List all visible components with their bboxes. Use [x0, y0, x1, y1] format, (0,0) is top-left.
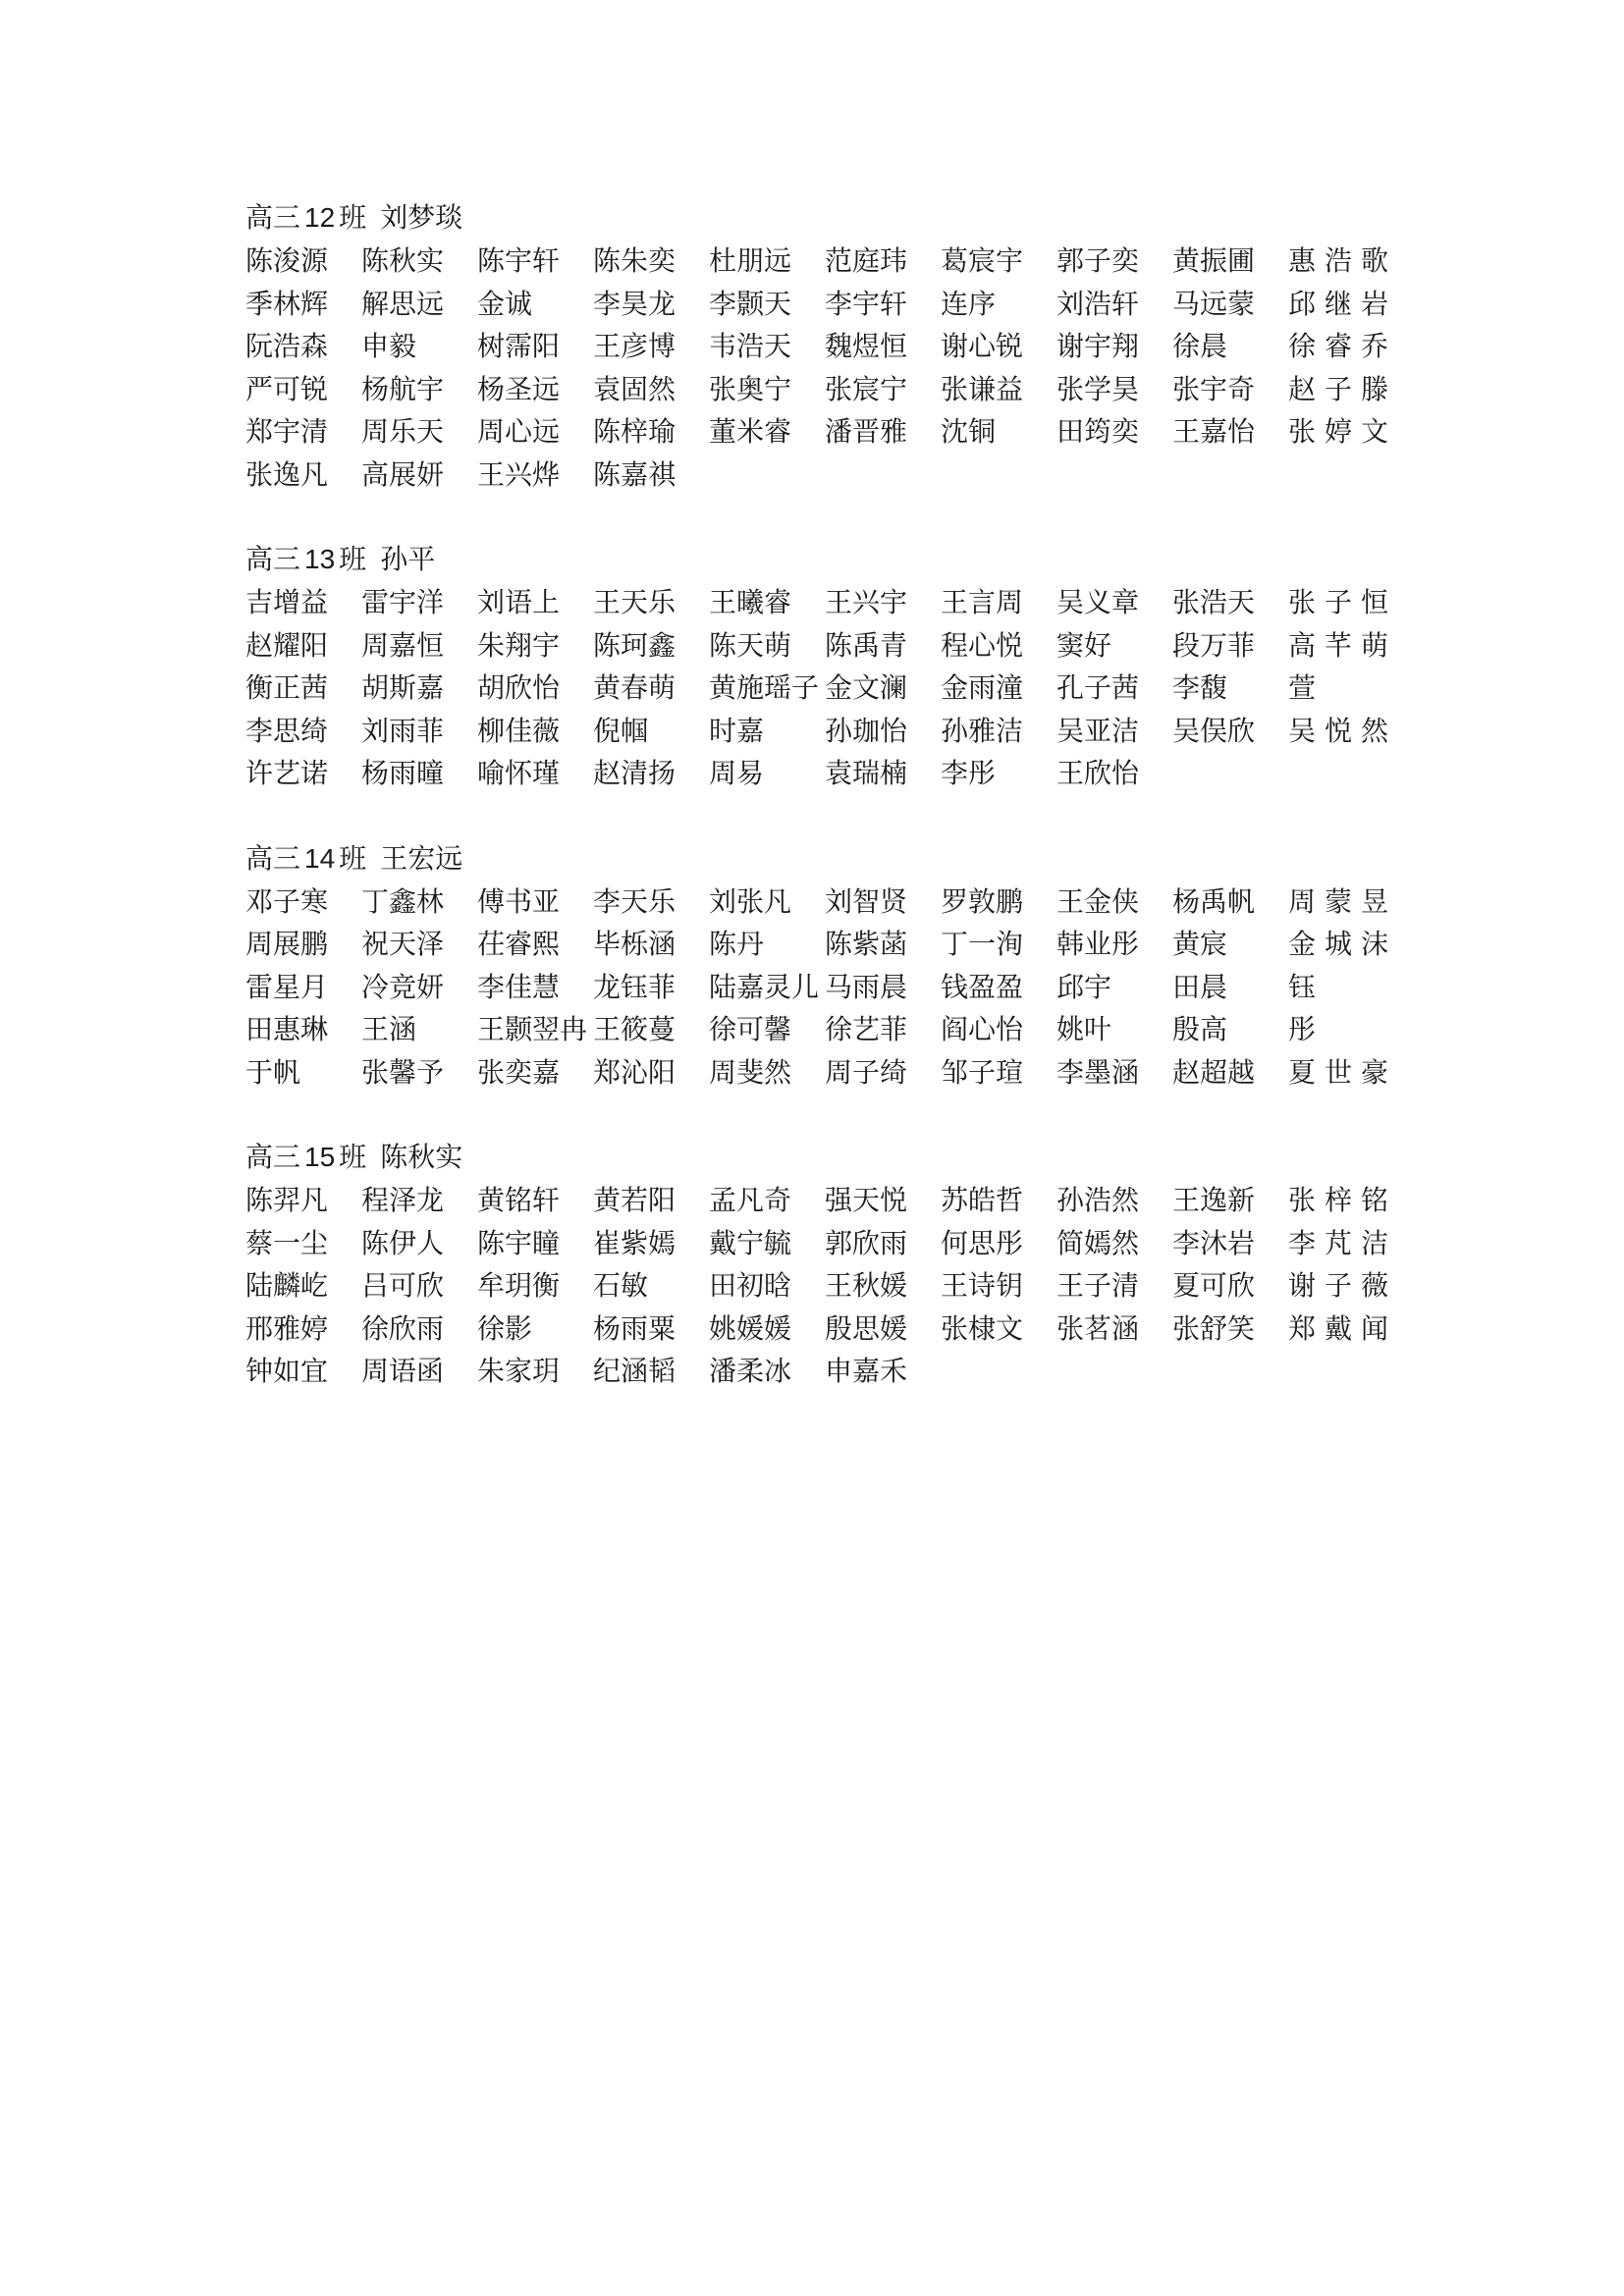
- student-name: 周嘉恒: [361, 628, 445, 662]
- student-name: 刘张凡: [709, 884, 792, 918]
- student-name: 陈禹青: [825, 628, 908, 662]
- student-name: 刘雨菲: [361, 714, 445, 747]
- student-name: 邹子瑄: [941, 1055, 1024, 1089]
- student-name: 周乐天: [361, 415, 445, 448]
- student-name: 陈伊人: [361, 1226, 445, 1259]
- student-name: 王涵: [361, 1013, 417, 1045]
- student-name: 张学昊: [1056, 372, 1140, 405]
- student-name: 崔紫嫣: [593, 1226, 677, 1259]
- class-number: 14: [304, 842, 336, 874]
- student-name: 陈紫菡: [825, 928, 908, 960]
- student-name: 周子绮: [825, 1055, 908, 1089]
- student-name: 郑戴闻: [1288, 1311, 1398, 1345]
- student-name: 周心远: [477, 415, 561, 448]
- student-name: 高展妍: [361, 457, 445, 491]
- student-name: 姚叶: [1056, 1013, 1112, 1045]
- student-name: 李芃洁: [1288, 1226, 1398, 1259]
- student-name: 柳佳薇: [477, 714, 561, 747]
- student-name: 罗敦鹏: [941, 884, 1024, 918]
- class-grade: 高三: [245, 543, 301, 575]
- student-name: 孔子茜: [1056, 671, 1140, 704]
- student-name: 吉增益: [245, 586, 329, 618]
- student-name: 陈珂鑫: [593, 628, 677, 662]
- student-name: 沈铜: [941, 415, 997, 448]
- student-name: 申毅: [361, 330, 417, 362]
- student-name: 戴宁毓: [709, 1226, 792, 1259]
- student-name: 王兴宇: [825, 586, 908, 618]
- student-name: 张奥宁: [709, 372, 792, 405]
- student-name: 茌睿熙: [477, 928, 561, 960]
- student-name: 赵子滕: [1288, 372, 1398, 405]
- student-name: 胡欣怡: [477, 671, 561, 704]
- student-name: 葛宸宇: [941, 244, 1024, 277]
- student-name: 金文澜: [825, 671, 908, 704]
- student-name: 黄施瑶子: [709, 671, 820, 704]
- student-name: 殷思媛: [825, 1311, 908, 1345]
- student-name: 田惠琳: [245, 1013, 329, 1045]
- student-name: 田初晗: [709, 1269, 792, 1302]
- student-name: 段万菲: [1172, 628, 1256, 662]
- student-name: 解思远: [361, 287, 445, 320]
- student-name: 田晨: [1172, 970, 1228, 1003]
- student-name: 吕可欣: [361, 1269, 445, 1302]
- student-name: 傅书亚: [477, 884, 561, 918]
- student-name: 夏世豪: [1288, 1055, 1398, 1089]
- student-name: 张茗涵: [1056, 1311, 1140, 1345]
- class-block: [245, 837, 1398, 1095]
- student-name: 孙珈怡: [825, 714, 908, 747]
- student-name: 蔡一尘: [245, 1226, 329, 1259]
- student-name: 喻怀瑾: [477, 757, 561, 789]
- student-name-list: [245, 1179, 1398, 1393]
- student-name: 张谦益: [941, 372, 1024, 405]
- student-name: 谢心锐: [941, 330, 1024, 362]
- student-name: 姚媛媛: [709, 1311, 792, 1345]
- student-name: 郭子奕: [1056, 244, 1140, 277]
- student-name: 牟玥衡: [477, 1269, 561, 1302]
- student-name: 周语函: [361, 1355, 445, 1387]
- student-name: 王欣怡: [1056, 757, 1140, 789]
- student-name: 李昊龙: [593, 287, 677, 320]
- student-name-list: [245, 240, 1398, 496]
- student-name: 衡正茜: [245, 671, 329, 704]
- student-name: 赵清扬: [593, 757, 677, 789]
- student-name: 田筠奕: [1056, 415, 1140, 448]
- student-name: 陆麟屹: [245, 1269, 329, 1302]
- class-teacher: 刘梦琰: [380, 201, 463, 234]
- student-name: 黄宸: [1172, 928, 1228, 960]
- student-name: 邱继岩: [1288, 287, 1398, 320]
- student-name: 陈宇轩: [477, 244, 561, 277]
- student-name: 王筱蔓: [593, 1013, 677, 1045]
- student-name: 张舒笑: [1172, 1311, 1256, 1345]
- student-name: 董米睿: [709, 415, 792, 448]
- student-name: 金诚: [477, 287, 533, 320]
- student-name: 李思绮: [245, 714, 329, 747]
- class-heading: [245, 837, 1394, 881]
- student-name: 王诗钥: [941, 1269, 1024, 1302]
- student-name: 潘柔冰: [709, 1355, 792, 1387]
- student-name: 时嘉: [709, 714, 765, 747]
- student-name: 王嘉怡: [1172, 415, 1256, 448]
- student-name: 申嘉禾: [825, 1355, 908, 1387]
- student-name: 严可锐: [245, 372, 329, 405]
- student-name: 范庭玮: [825, 244, 908, 277]
- student-name: 张宸宁: [825, 372, 908, 405]
- student-name: 杨航宇: [361, 372, 445, 405]
- class-grade: 高三: [245, 201, 301, 234]
- student-name: 张馨予: [361, 1055, 445, 1089]
- class-suffix: 班: [339, 201, 367, 234]
- student-name: 王金侠: [1056, 884, 1140, 918]
- student-name: 苏皓哲: [941, 1184, 1024, 1216]
- student-name: 孟凡奇: [709, 1184, 792, 1216]
- student-name: 李颢天: [709, 287, 792, 320]
- student-name: 吴义章: [1056, 586, 1140, 618]
- class-heading: [245, 196, 1394, 240]
- student-name: 钟如宜: [245, 1355, 329, 1387]
- class-block: [245, 538, 1398, 795]
- student-name: 朱家玥: [477, 1355, 561, 1387]
- student-name: 雷宇洋: [361, 586, 445, 618]
- student-name: 黄春萌: [593, 671, 677, 704]
- student-name: 王颢翌冉: [477, 1013, 588, 1045]
- class-block: [245, 196, 1398, 496]
- student-name: 简嫣然: [1056, 1226, 1140, 1259]
- student-name: 季林辉: [245, 287, 329, 320]
- class-suffix: 班: [339, 543, 367, 575]
- student-name: 王曦睿: [709, 586, 792, 618]
- student-name: 陈宇瞳: [477, 1226, 561, 1259]
- roster-document: [245, 196, 1398, 1435]
- student-name: 张奕嘉: [477, 1055, 561, 1089]
- student-name: 黄若阳: [593, 1184, 677, 1216]
- class-grade: 高三: [245, 841, 301, 875]
- student-name: 郭欣雨: [825, 1226, 908, 1259]
- student-name: 吴亚洁: [1056, 714, 1140, 747]
- student-name: 陈羿凡: [245, 1184, 329, 1216]
- student-name: 金雨潼: [941, 671, 1024, 704]
- student-name: 郑沁阳: [593, 1055, 677, 1089]
- student-name: 何思彤: [941, 1226, 1024, 1259]
- student-name: 赵超越: [1172, 1055, 1256, 1089]
- class-heading: [245, 1136, 1394, 1179]
- student-name: 杜朋远: [709, 244, 792, 277]
- student-name: 杨禹帆: [1172, 884, 1256, 918]
- student-name: 钱盈盈: [941, 970, 1024, 1003]
- class-teacher: 孙平: [380, 543, 436, 575]
- student-name: 王兴烨: [477, 457, 561, 491]
- class-number: 15: [304, 1142, 336, 1172]
- student-name: 杨雨粟: [593, 1311, 677, 1345]
- student-name: 周展鹏: [245, 928, 329, 960]
- student-name: 黄铭轩: [477, 1184, 561, 1216]
- student-name: 李沐岩: [1172, 1226, 1256, 1259]
- student-name: 刘智贤: [825, 884, 908, 918]
- student-name: 王秋媛: [825, 1269, 908, 1302]
- student-name: 阎心怡: [941, 1013, 1024, 1045]
- student-name: 孙浩然: [1056, 1184, 1140, 1216]
- student-name: 强天悦: [825, 1184, 908, 1216]
- student-name: 刘语上: [477, 586, 561, 618]
- student-name: 殷高: [1172, 1013, 1228, 1045]
- student-name: 谢宇翔: [1056, 330, 1140, 362]
- student-name: 张子恒: [1288, 586, 1398, 618]
- student-name: 张梓铭: [1288, 1184, 1398, 1216]
- student-name: 王逸新: [1172, 1184, 1256, 1216]
- student-name: 邢雅婷: [245, 1311, 329, 1345]
- student-name: 周斐然: [709, 1055, 792, 1089]
- student-name: 程心悦: [941, 628, 1024, 662]
- student-name: 袁瑞楠: [825, 757, 908, 789]
- student-name: 杨圣远: [477, 372, 561, 405]
- student-name: 雷星月: [245, 970, 329, 1003]
- student-name: 王言周: [941, 586, 1024, 618]
- student-name: 李佳慧: [477, 970, 561, 1003]
- student-name: 陈朱奕: [593, 244, 677, 277]
- student-name: 朱翔宇: [477, 628, 561, 662]
- student-name: 树霈阳: [477, 330, 561, 362]
- student-name: 陈嘉祺: [593, 457, 677, 491]
- student-name: 丁鑫林: [361, 884, 445, 918]
- student-name: 连序: [941, 287, 997, 320]
- student-name: 郑宇清: [245, 415, 329, 448]
- student-name: 马远蒙: [1172, 287, 1256, 320]
- student-name: 吴悦然: [1288, 714, 1398, 747]
- class-heading: [245, 538, 1394, 581]
- student-name: 陈丹: [709, 928, 765, 960]
- student-name: 吴俣欣: [1172, 714, 1256, 747]
- student-name: 李宇轩: [825, 287, 908, 320]
- class-block: [245, 1136, 1398, 1393]
- student-name: 周蒙昱: [1288, 884, 1398, 918]
- student-name: 徐影: [477, 1311, 533, 1345]
- student-name: 谢子薇: [1288, 1269, 1398, 1302]
- class-suffix: 班: [339, 1141, 367, 1173]
- student-name: 陈浚源: [245, 244, 329, 277]
- student-name: 毕栎涵: [593, 928, 677, 960]
- student-name: 张棣文: [941, 1311, 1024, 1345]
- student-name: 冷竞妍: [361, 970, 445, 1003]
- student-name: 李墨涵: [1056, 1055, 1140, 1089]
- student-name: 于帆: [245, 1055, 301, 1089]
- student-name: 石敏: [593, 1269, 649, 1302]
- student-name: 许艺诺: [245, 757, 329, 789]
- class-grade: 高三: [245, 1141, 301, 1173]
- student-name: 徐欣雨: [361, 1311, 445, 1345]
- student-name: 邱宇: [1056, 970, 1112, 1003]
- student-name: 袁固然: [593, 372, 677, 405]
- class-teacher: 王宏远: [380, 841, 463, 875]
- student-name: 马雨晨: [825, 970, 908, 1003]
- student-name: 陈梓瑜: [593, 415, 677, 448]
- student-name: 徐可馨: [709, 1013, 792, 1045]
- student-name: 潘晋雅: [825, 415, 908, 448]
- student-name: 张婷文: [1288, 415, 1398, 448]
- student-name: 刘浩轩: [1056, 287, 1140, 320]
- student-name: 赵耀阳: [245, 628, 329, 662]
- class-suffix: 班: [339, 841, 367, 875]
- student-name: 张浩天: [1172, 586, 1256, 618]
- student-name: 纪涵韬: [593, 1355, 677, 1387]
- student-name: 魏煜恒: [825, 330, 908, 362]
- student-name: 萱: [1288, 671, 1317, 704]
- student-name: 夏可欣: [1172, 1269, 1256, 1302]
- student-name: 杨雨曈: [361, 757, 445, 789]
- student-name: 龙钰菲: [593, 970, 677, 1003]
- student-name-list: [245, 581, 1398, 795]
- student-name: 惠浩歌: [1288, 244, 1398, 277]
- student-name: 彤: [1288, 1013, 1317, 1045]
- student-name: 黄振圃: [1172, 244, 1256, 277]
- student-name-list: [245, 881, 1398, 1095]
- student-name: 徐晨: [1172, 330, 1228, 362]
- student-name: 高芊萌: [1288, 628, 1398, 662]
- student-name: 陈秋实: [361, 244, 445, 277]
- class-number: 13: [304, 544, 336, 574]
- student-name: 丁一洵: [941, 928, 1024, 960]
- student-name: 祝天泽: [361, 928, 445, 960]
- student-name: 王子清: [1056, 1269, 1140, 1302]
- student-name: 周易: [709, 757, 765, 789]
- student-name: 胡斯嘉: [361, 671, 445, 704]
- student-name: 程泽龙: [361, 1184, 445, 1216]
- student-name: 金城沫: [1288, 928, 1398, 960]
- student-name: 阮浩森: [245, 330, 329, 362]
- student-name: 张宇奇: [1172, 372, 1256, 405]
- student-name: 徐睿乔: [1288, 330, 1398, 362]
- student-name: 张逸凡: [245, 457, 329, 491]
- student-name: 倪帼: [593, 714, 649, 747]
- student-name: 钰: [1288, 970, 1317, 1003]
- student-name: 韩业彤: [1056, 928, 1140, 960]
- student-name: 韦浩天: [709, 330, 792, 362]
- student-name: 王彦博: [593, 330, 677, 362]
- student-name: 李天乐: [593, 884, 677, 918]
- student-name: 王天乐: [593, 586, 677, 618]
- student-name: 李彤: [941, 757, 997, 789]
- student-name: 陈天萌: [709, 628, 792, 662]
- class-teacher: 陈秋实: [380, 1141, 463, 1173]
- class-number: 12: [304, 202, 336, 233]
- student-name: 李馥: [1172, 671, 1228, 704]
- student-name: 陆嘉灵儿: [709, 970, 820, 1003]
- student-name: 孙雅洁: [941, 714, 1024, 747]
- student-name: 邓子寒: [245, 884, 329, 918]
- student-name: 窦好: [1056, 628, 1112, 662]
- student-name: 徐艺菲: [825, 1013, 908, 1045]
